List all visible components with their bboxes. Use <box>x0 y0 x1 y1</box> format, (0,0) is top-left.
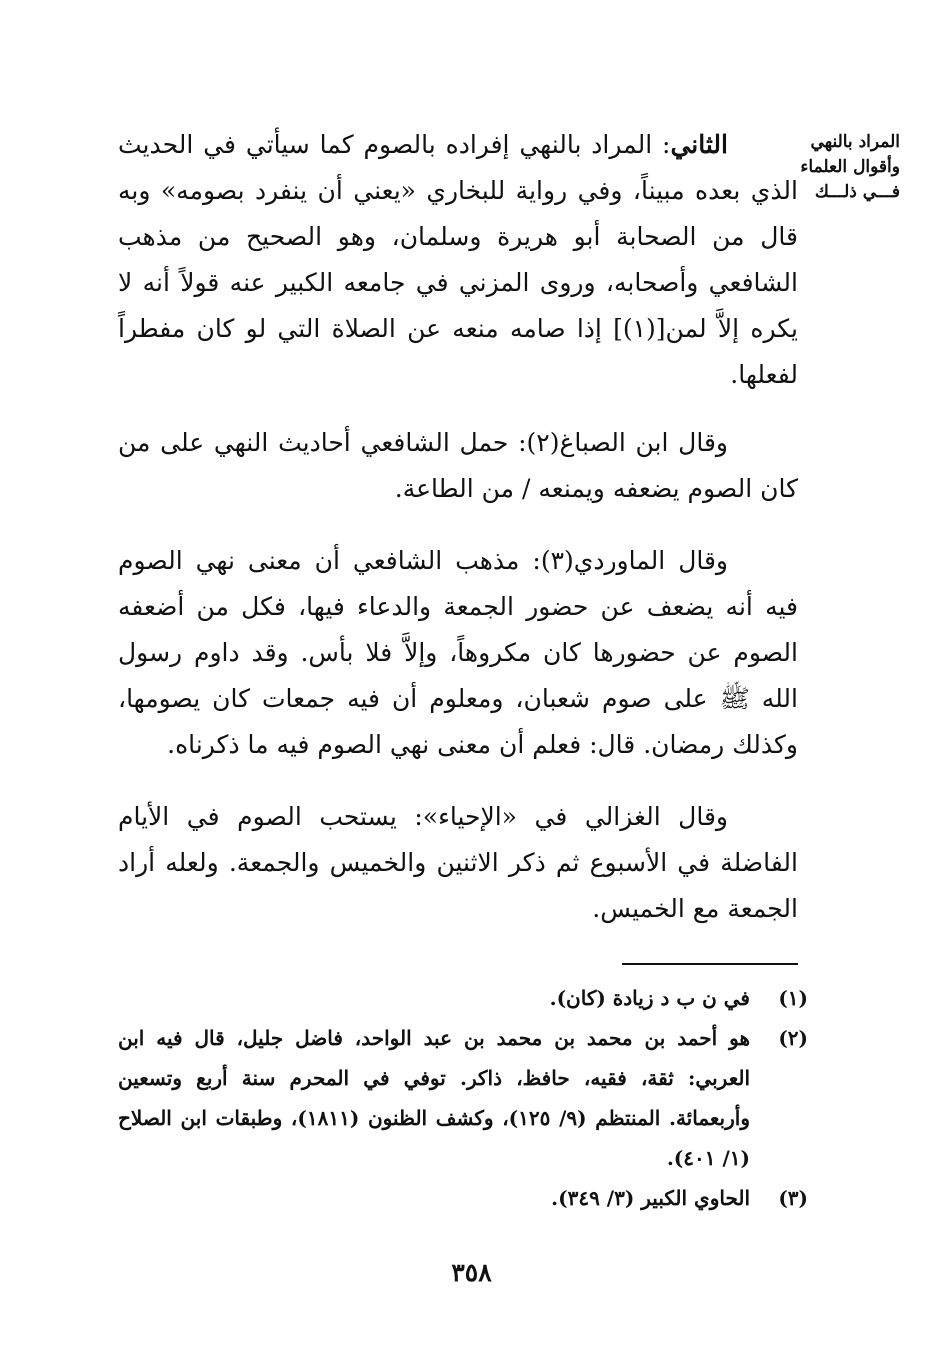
paragraph-text: وقال الغزالي في «الإحياء»: يستحب الصوم في الأيام الفاضلة في الأسبوع ثم ذكر الاثنين والخميس والجمعة. ولعله أراد الجمعة مع الخميس. <box>118 802 798 923</box>
footnote-number: (٢) <box>778 1026 808 1050</box>
paragraph-text: وقال ابن الصباغ(٢): حمل الشافعي أحاديث النهي على من كان الصوم يضعفه ويمنعه / من الطاعة. <box>118 428 798 503</box>
footnote <box>118 1178 808 1218</box>
footnote-number: (١) <box>778 986 808 1010</box>
main-text <box>118 122 798 958</box>
margin-note-line: وأقوال العلماء <box>800 157 900 177</box>
paragraph <box>118 420 798 512</box>
footnote <box>118 1018 808 1178</box>
paragraph <box>118 538 798 768</box>
footnote-text: هو أحمد بن محمد بن محمد بن عبد الواحد، فاضل جليل، قال فيه ابن العربي: ثقة، فقيه، حافظ، ذاكر. توفي في المحرم سنة أربع وتسعين وأربعمائة. المنتظم (٩/ ١٢٥)، وكشف الظنون (١٨١١)، وطبقات ابن الصلاح (١/ ٤٠١). <box>118 1026 750 1170</box>
footnotes <box>118 978 808 1218</box>
page-number: ٣٥٨ <box>451 1258 492 1287</box>
paragraph-lead-word: الثاني <box>670 130 728 159</box>
paragraph-text: وقال الماوردي(٣): مذهب الشافعي أن معنى نهي الصوم فيه أنه يضعف عن حضور الجمعة والدعاء فيها، فكل من أضعفه الصوم عن حضورها كان مكروهاً، وإلاَّ فلا بأس. وقد داوم رسول الله ﷺ على صوم شعبان، ومعلوم أن فيه جمعات كان يصومها، وكذلك رمضان. قال: فعلم أن معنى نهي الصوم فيه ما ذكرناه. <box>118 546 798 759</box>
margin-note <box>800 130 900 205</box>
footnote-separator <box>622 963 798 965</box>
margin-note-line: المراد بالنهي <box>810 132 900 152</box>
footnote <box>118 978 808 1018</box>
footnote-text: الحاوي الكبير (٣/ ٣٤٩). <box>551 1186 750 1210</box>
paragraph <box>118 794 798 932</box>
margin-note-line: فـــي ذلـــك <box>814 182 900 202</box>
footnote-text: في ن ب د زيادة (كان). <box>549 986 750 1010</box>
paragraph <box>118 122 798 398</box>
footnote-number: (٣) <box>778 1186 808 1210</box>
paragraph-text: : المراد بالنهي إفراده بالصوم كما سيأتي في الحديث الذي بعده مبيناً، وفي رواية للبخاري «يعني أن ينفرد بصومه» وبه قال من الصحابة أبو هريرة وسلمان، وهو الصحيح من مذهب الشافعي وأصحابه، وروى المزني في جامعه الكبير عنه قولاً أنه لا يكره إلاَّ لمن[(١)] إذا صامه منعه عن الصلاة التي لو كان مفطراً لفعلها. <box>118 130 798 389</box>
